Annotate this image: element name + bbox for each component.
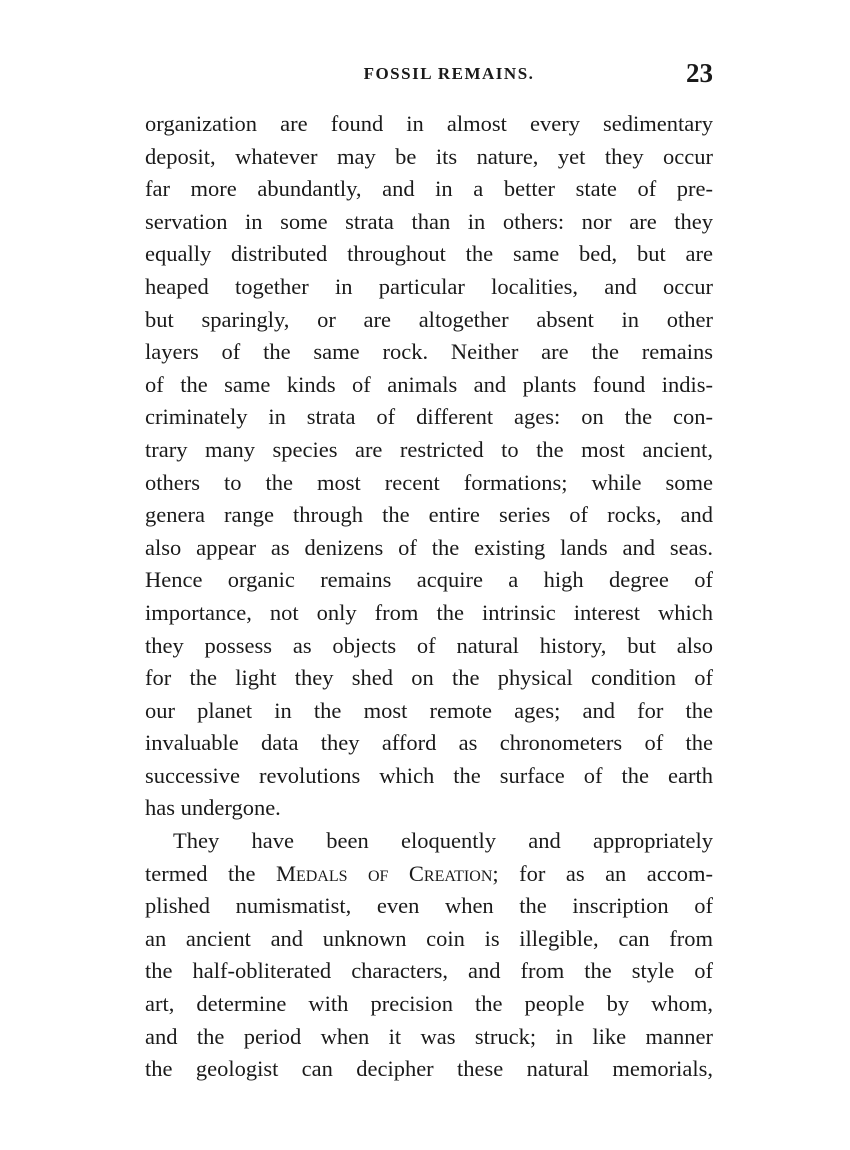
text-line — [145, 858, 713, 891]
text-line: far more abundantly, and in a better state of pre- — [145, 176, 713, 202]
running-header — [145, 58, 713, 92]
text-line: also appear as denizens of the existing lands and seas. — [145, 534, 713, 560]
text-line: importance, not only from the intrinsic interest which — [145, 599, 713, 625]
text-line: plished numismatist, even when the inscription of — [145, 893, 713, 919]
text-line: the geologist can decipher these natural memorials, — [145, 1056, 713, 1082]
text-line: art, determine with precision the people by whom, — [145, 991, 713, 1017]
running-header-title: FOSSIL REMAINS. — [363, 64, 535, 83]
text-line: but sparingly, or are altogether absent in other — [145, 306, 713, 332]
text-line: others to the most recent formations; while some — [145, 469, 713, 495]
text-line: invaluable data they afford as chronometers of the — [145, 730, 713, 756]
paragraph-2 — [145, 825, 713, 1086]
text-line: of the same kinds of animals and plants found indis- — [145, 371, 713, 397]
text-line: heaped together in particular localities, and occur — [145, 273, 713, 299]
text-line: an ancient and unknown coin is illegible, can from — [145, 925, 713, 951]
text-line: our planet in the most remote ages; and for the — [145, 697, 713, 723]
text-line: successive revolutions which the surface of the earth — [145, 762, 713, 788]
text-line: criminately in strata of different ages: on the con- — [145, 404, 713, 430]
text-line: and the period when it was struck; in like manner — [145, 1023, 713, 1049]
text-line: deposit, whatever may be its nature, yet they occur — [145, 143, 713, 169]
text-line: the half-obliterated characters, and from the style of — [145, 958, 713, 984]
text-line: servation in some strata than in others: nor are they — [145, 208, 713, 234]
body-text — [145, 108, 713, 1086]
text-line: they possess as objects of natural history, but also — [145, 632, 713, 658]
text-line: equally distributed throughout the same bed, but are — [145, 241, 713, 267]
text-line: for the light they shed on the physical condition of — [145, 665, 713, 691]
text-line: Hence organic remains acquire a high degree of — [145, 567, 713, 593]
text-line: trary many species are restricted to the most ancient, — [145, 436, 713, 462]
text-fragment: ; for as an accom- — [492, 860, 713, 886]
text-line: layers of the same rock. Neither are the remains — [145, 339, 713, 365]
paragraph-1 — [145, 108, 713, 825]
text-line: organization are found in almost every sedimentary — [145, 111, 713, 136]
page-number: 23 — [686, 58, 713, 88]
text-line: has undergone. — [145, 795, 281, 821]
text-line: genera range through the entire series of rocks, and — [145, 502, 713, 528]
text-fragment: termed the — [145, 860, 276, 886]
text-line: They have been eloquently and appropriately — [173, 828, 713, 854]
small-caps-phrase: Medals of Creation — [275, 860, 493, 886]
